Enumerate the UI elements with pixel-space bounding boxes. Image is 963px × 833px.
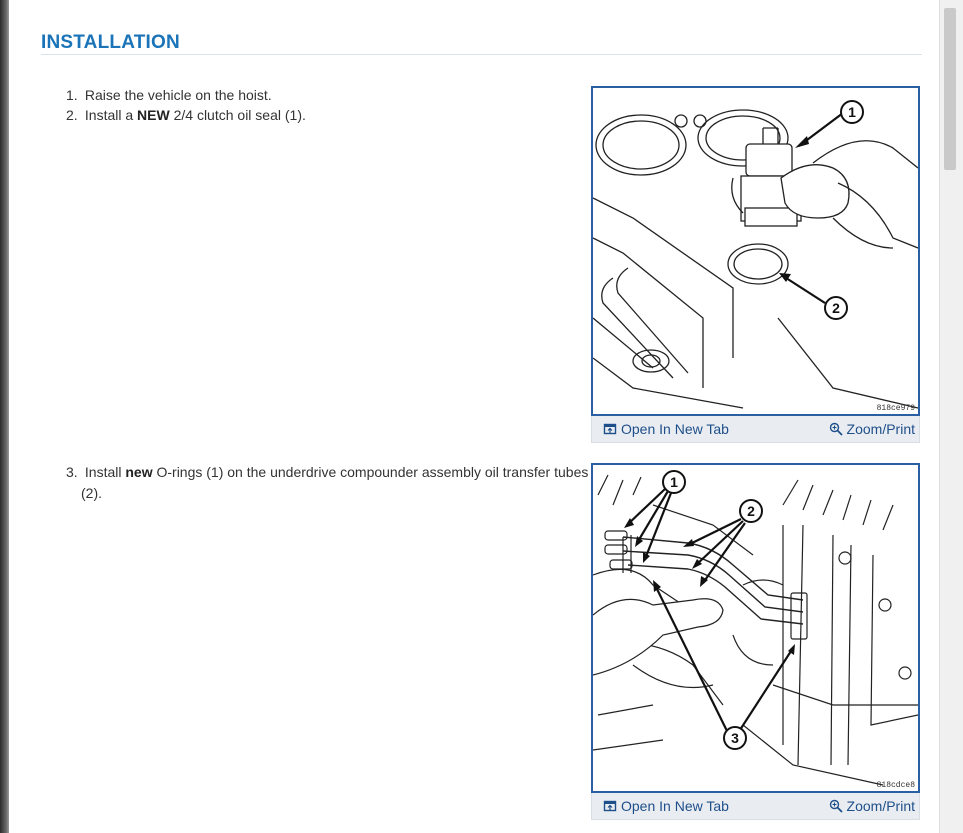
callout-label: 2 bbox=[832, 300, 840, 316]
step-text-pre: Install bbox=[84, 464, 126, 480]
zoom-magnifier-icon bbox=[829, 799, 843, 813]
open-new-tab-icon bbox=[603, 799, 617, 813]
zoom-print-label: Zoom/Print bbox=[846, 798, 915, 814]
callout-label: 1 bbox=[848, 104, 856, 120]
open-new-tab-icon bbox=[603, 422, 617, 436]
step-text-cont: (2). bbox=[81, 485, 102, 501]
figure-1 bbox=[591, 86, 922, 443]
step-2 bbox=[66, 105, 306, 126]
scrollbar-thumb[interactable] bbox=[944, 8, 956, 170]
step-number: 1. bbox=[66, 87, 78, 103]
callout-label: 3 bbox=[731, 730, 739, 746]
section-divider bbox=[41, 54, 922, 55]
oil-transfer-tubes-illustration bbox=[593, 465, 918, 791]
open-in-new-tab-link[interactable] bbox=[603, 421, 729, 437]
open-in-new-tab-label: Open In New Tab bbox=[621, 798, 729, 814]
step-text-post: 2/4 clutch oil seal (1). bbox=[169, 107, 306, 123]
vertical-scrollbar[interactable] bbox=[939, 0, 963, 833]
clutch-seal-illustration bbox=[593, 88, 918, 414]
zoom-print-link[interactable] bbox=[829, 798, 915, 814]
figure-2-toolbar bbox=[591, 793, 920, 820]
open-in-new-tab-link[interactable] bbox=[603, 798, 729, 814]
step-text-pre: Install a bbox=[84, 107, 138, 123]
section-title: INSTALLATION bbox=[41, 32, 180, 53]
zoom-magnifier-icon bbox=[829, 422, 843, 436]
open-in-new-tab-label: Open In New Tab bbox=[621, 421, 729, 437]
callout-label: 2 bbox=[747, 503, 755, 519]
zoom-print-label: Zoom/Print bbox=[846, 421, 915, 437]
step-3-continuation bbox=[81, 483, 102, 504]
step-number: 3. bbox=[66, 464, 78, 480]
zoom-print-link[interactable] bbox=[829, 421, 915, 437]
window-left-edge bbox=[0, 0, 9, 833]
figure-1-toolbar bbox=[591, 416, 920, 443]
figure-1-illustration[interactable] bbox=[591, 86, 920, 416]
step-3 bbox=[66, 462, 588, 483]
figure-code: 818ce979 bbox=[876, 404, 915, 413]
figure-code: 818cdce8 bbox=[876, 781, 915, 790]
figure-2 bbox=[591, 463, 922, 820]
step-emphasis: new bbox=[125, 464, 153, 480]
step-emphasis: NEW bbox=[137, 107, 170, 123]
callout-label: 1 bbox=[670, 474, 678, 490]
step-text-post: O-rings (1) on the underdrive compounder assembly oil transfer tubes bbox=[152, 464, 589, 480]
step-text: Raise the vehicle on the hoist. bbox=[84, 87, 272, 103]
step-1 bbox=[66, 85, 272, 106]
step-number: 2. bbox=[66, 107, 78, 123]
figure-2-illustration[interactable] bbox=[591, 463, 920, 793]
